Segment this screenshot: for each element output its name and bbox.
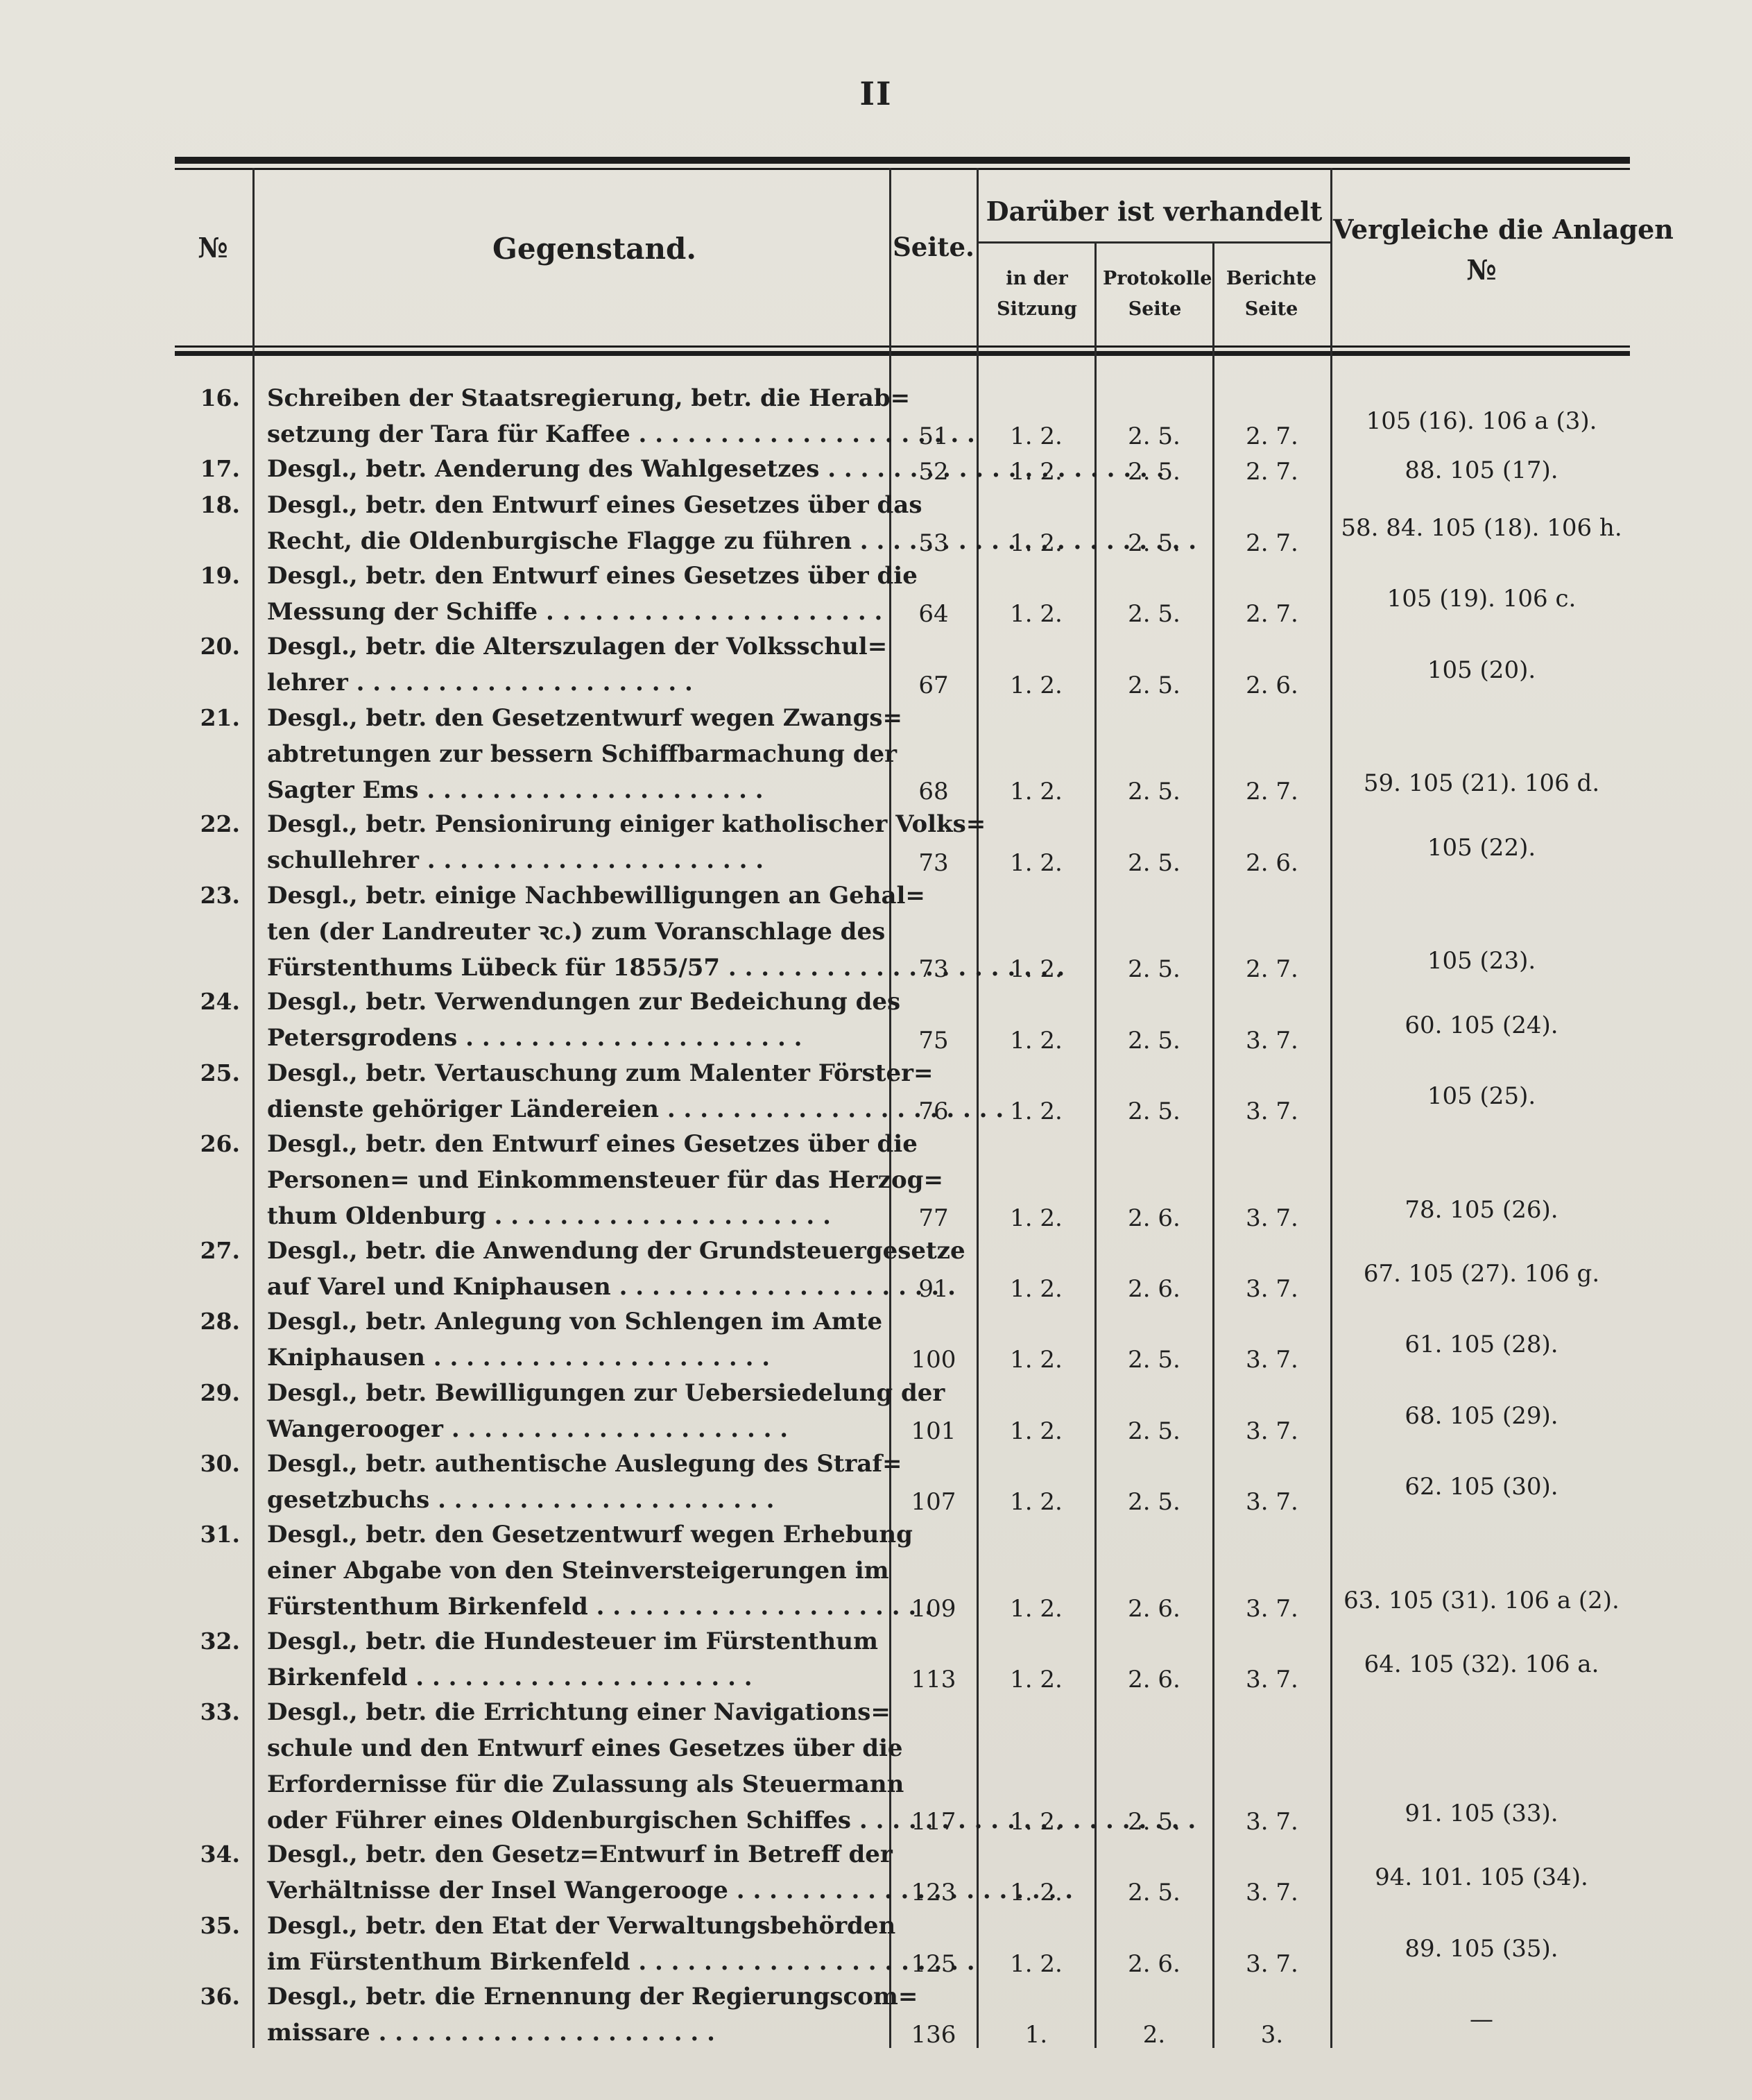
subject-line: auf Varel und Kniphausen . . <box>267 1269 855 1305</box>
reports-cell: 3. 7. <box>1246 1026 1298 1055</box>
subject-line: schule und den Entwurf eines Gesetzes über die <box>267 1734 903 1763</box>
row-subject <box>267 1517 913 1625</box>
protocols-cell: 2. 5. <box>1128 1488 1180 1517</box>
annex-cell: 59. 105 (21). 106 d. <box>1363 769 1600 798</box>
subject-line: Fürstenthums Lübeck für 1855/57 . . <box>267 950 855 986</box>
page-cell: 73 <box>918 848 949 877</box>
session-cell: 1. 2. <box>1010 671 1063 699</box>
dot-leader <box>429 1486 774 1514</box>
page-cell: 113 <box>911 1666 956 1694</box>
subject-line: Desgl., betr. den Entwurf eines Gesetzes über das <box>267 490 922 519</box>
row-number: 31. <box>200 1521 240 1548</box>
header-rule-thin <box>175 345 1630 348</box>
header-nr: № <box>198 232 228 264</box>
row-subject <box>267 451 855 487</box>
row-subject <box>267 629 888 701</box>
row-number: 33. <box>200 1698 240 1726</box>
page-cell: 107 <box>911 1488 956 1517</box>
annex-cell: 89. 105 (35). <box>1405 1934 1558 1963</box>
page-cell: 75 <box>918 1026 949 1055</box>
subject-line: missare . . <box>267 2015 855 2051</box>
page-cell: 68 <box>918 778 949 806</box>
session-cell: 1. 2. <box>1010 458 1063 486</box>
session-cell: 1. 2. <box>1010 955 1063 984</box>
reports-cell: 2. 7. <box>1246 529 1298 557</box>
reports-cell: 3. 7. <box>1246 1097 1298 1125</box>
table-row <box>0 878 1752 984</box>
page-cell: 73 <box>918 955 949 984</box>
annex-cell: 68. 105 (29). <box>1405 1401 1558 1430</box>
annex-cell: 62. 105 (30). <box>1405 1473 1558 1501</box>
row-number: 22. <box>200 810 240 838</box>
session-cell: 1. 2. <box>1010 1666 1063 1694</box>
table-row <box>0 1908 1752 1979</box>
subject-line: abtretungen zur bessern Schiffbarmachung der <box>267 740 898 768</box>
subject-line: Personen= und Einkommensteuer für das Herzog= <box>267 1166 943 1195</box>
table-row <box>0 1979 1752 2049</box>
table-row <box>0 1694 1752 1836</box>
table-row <box>0 629 1752 699</box>
row-number: 24. <box>200 988 240 1016</box>
dot-leader <box>418 776 763 804</box>
session-cell: 1. 2. <box>1010 1346 1063 1374</box>
row-subject <box>267 558 918 630</box>
subject-line: einer Abgabe von den Steinversteigerungen im <box>267 1557 889 1585</box>
row-subject <box>267 1446 902 1518</box>
row-number: 25. <box>200 1059 240 1086</box>
row-number: 20. <box>200 633 240 660</box>
header-subject: Gegenstand. <box>492 232 696 266</box>
session-cell: 1. 2. <box>1010 422 1063 451</box>
reports-cell: 2. 6. <box>1246 671 1298 699</box>
table-row <box>0 558 1752 629</box>
page-cell: 136 <box>911 2021 956 2049</box>
protocols-cell: 2. 6. <box>1128 1666 1180 1694</box>
row-number: 35. <box>200 1911 240 1939</box>
row-number: 19. <box>200 562 240 589</box>
reports-cell: 2. 7. <box>1246 422 1298 451</box>
protocols-cell: 2. 6. <box>1128 1274 1180 1303</box>
header-rule-thick <box>175 351 1630 356</box>
annex-cell: 105 (22). <box>1427 833 1536 862</box>
row-subject <box>267 1694 904 1838</box>
page-cell: 91 <box>918 1274 949 1303</box>
row-number: 29. <box>200 1378 240 1406</box>
annex-cell: — <box>1470 2006 1493 2034</box>
session-cell: 1. 2. <box>1010 1204 1063 1232</box>
row-subject <box>267 1979 918 2051</box>
subject-line: Fürstenthum Birkenfeld . . <box>267 1589 855 1625</box>
row-subject <box>267 1623 878 1696</box>
table-row <box>0 1055 1752 1126</box>
subject-line: Desgl., betr. Vertauschung zum Malenter Förster= <box>267 1059 934 1087</box>
row-number: 16. <box>200 384 240 411</box>
reports-cell: 3. 7. <box>1246 1417 1298 1445</box>
protocols-cell: 2. 5. <box>1128 848 1180 877</box>
annex-cell: 105 (23). <box>1427 947 1536 975</box>
reports-cell: 3. 7. <box>1246 1488 1298 1517</box>
row-number: 32. <box>200 1628 240 1655</box>
subject-line: Desgl., betr. Verwendungen zur Bedeichung des <box>267 988 901 1016</box>
protocols-cell: 2. 5. <box>1128 529 1180 557</box>
annex-cell: 61. 105 (28). <box>1405 1331 1558 1359</box>
subject-line: ten (der Landreuter ꝛc.) zum Voranschlage des <box>267 917 886 946</box>
header-compare-nr: № <box>1466 254 1497 287</box>
protocols-cell: 2. 5. <box>1128 1346 1180 1374</box>
annex-cell: 58. 84. 105 (18). 106 h. <box>1341 513 1622 542</box>
protocols-cell: 2. 5. <box>1128 778 1180 806</box>
page-cell: 67 <box>918 671 949 699</box>
row-number: 28. <box>200 1308 240 1335</box>
table-row <box>0 1836 1752 1907</box>
session-cell: 1. 2. <box>1010 1274 1063 1303</box>
subject-line: schullehrer . . <box>267 842 855 878</box>
subject-line: Desgl., betr. Aenderung des Wahlgesetzes . . <box>267 451 855 487</box>
subject-line: Desgl., betr. die Alterszulagen der Volksschul= <box>267 633 888 661</box>
subject-line: Desgl., betr. den Gesetzentwurf wegen Erhebung <box>267 1521 913 1549</box>
page-cell: 77 <box>918 1204 949 1232</box>
page-cell: 101 <box>911 1417 956 1445</box>
session-cell: 1. 2. <box>1010 1417 1063 1445</box>
reports-cell: 2. 6. <box>1246 848 1298 877</box>
protocols-cell: 2. 5. <box>1128 1097 1180 1125</box>
annex-cell: 64. 105 (32). 106 a. <box>1364 1650 1599 1679</box>
header-session: in der Sitzung <box>997 268 1077 320</box>
reports-cell: 3. 7. <box>1246 1879 1298 1907</box>
protocols-cell: 2. 5. <box>1128 1807 1180 1836</box>
session-cell: 1. 2. <box>1010 778 1063 806</box>
subject-line: Desgl., betr. den Etat der Verwaltungsbehörden <box>267 1911 896 1940</box>
row-number: 18. <box>200 490 240 518</box>
subject-line: thum Oldenburg . . <box>267 1198 855 1234</box>
page-number: II <box>859 75 893 112</box>
row-number: 27. <box>200 1236 240 1264</box>
annex-cell: 67. 105 (27). 106 g. <box>1363 1259 1600 1288</box>
subject-line: Kniphausen . . <box>267 1340 855 1376</box>
reports-cell: 3. <box>1260 2021 1284 2049</box>
row-subject <box>267 380 911 452</box>
subject-line: Desgl., betr. den Gesetz=Entwurf in Betreff der <box>267 1841 893 1869</box>
subject-line: setzung der Tara für Kaffee . . <box>267 416 855 452</box>
table-row <box>0 984 1752 1055</box>
annex-cell: 105 (16). 106 a (3). <box>1366 407 1597 436</box>
protocols-cell: 2. 6. <box>1128 1594 1180 1623</box>
row-subject <box>267 1836 893 1909</box>
protocols-cell: 2. <box>1142 2021 1166 2049</box>
protocols-cell: 2. 5. <box>1128 955 1180 984</box>
session-cell: 1. 2. <box>1010 600 1063 629</box>
subject-line: Desgl., betr. die Errichtung einer Navigations= <box>267 1698 891 1727</box>
annex-cell: 105 (20). <box>1427 656 1536 684</box>
dot-leader <box>370 2019 715 2047</box>
table-row <box>0 1233 1752 1304</box>
dot-leader <box>538 598 882 626</box>
subject-line: Petersgrodens . . <box>267 1020 855 1056</box>
subject-line: Sagter Ems . . <box>267 772 855 808</box>
page-cell: 100 <box>911 1346 956 1374</box>
table-row <box>0 1304 1752 1374</box>
reports-cell: 3. 7. <box>1246 1204 1298 1232</box>
subject-line: Desgl., betr. authentische Auslegung des Straf= <box>267 1450 902 1478</box>
subject-line: lehrer . . <box>267 665 855 701</box>
session-cell: 1. 2. <box>1010 848 1063 877</box>
subject-line: Birkenfeld . . <box>267 1659 855 1696</box>
reports-cell: 3. 7. <box>1246 1274 1298 1303</box>
header-negotiated: Darüber ist verhandelt <box>986 196 1323 227</box>
row-subject <box>267 984 901 1056</box>
annex-cell: 91. 105 (33). <box>1405 1799 1558 1827</box>
header-page: Seite. <box>893 232 974 262</box>
subject-line: Erfordernisse für die Zulassung als Steuermann <box>267 1770 904 1799</box>
table-row <box>0 487 1752 558</box>
dot-leader <box>486 1202 831 1230</box>
reports-cell: 3. 7. <box>1246 1807 1298 1836</box>
subject-line: Desgl., betr. Bewilligungen zur Uebersiedelung der <box>267 1378 945 1407</box>
subject-line: Desgl., betr. die Ernennung der Regierungscom= <box>267 1983 918 2011</box>
row-subject <box>267 700 902 808</box>
header-subrule <box>978 241 1330 244</box>
session-cell: 1. 2. <box>1010 1594 1063 1623</box>
row-subject <box>267 1908 896 1980</box>
subject-line: oder Führer eines Oldenburgischen Schiffes . . <box>267 1802 855 1838</box>
protocols-cell: 2. 5. <box>1128 458 1180 486</box>
table-row <box>0 1446 1752 1517</box>
subject-line: gesetzbuchs . . <box>267 1482 855 1518</box>
subject-line: Verhältnisse der Insel Wangerooge . . <box>267 1872 855 1909</box>
protocols-cell: 2. 5. <box>1128 671 1180 699</box>
subject-line: Desgl., betr. Anlegung von Schlengen im Amte <box>267 1308 883 1336</box>
reports-cell: 3. 7. <box>1246 1949 1298 1978</box>
annex-cell: 88. 105 (17). <box>1405 456 1558 485</box>
protocols-cell: 2. 5. <box>1128 1417 1180 1445</box>
table-row <box>0 1375 1752 1446</box>
row-number: 17. <box>200 455 240 483</box>
session-cell: 1. 2. <box>1010 1807 1063 1836</box>
subject-line: Schreiben der Staatsregierung, betr. die Herab= <box>267 384 911 412</box>
session-cell: 1. <box>1024 2021 1048 2049</box>
subject-line: dienste gehöriger Ländereien . . <box>267 1091 855 1127</box>
page-cell: 52 <box>918 458 949 486</box>
reports-cell: 3. 7. <box>1246 1594 1298 1623</box>
annex-cell: 94. 101. 105 (34). <box>1375 1863 1588 1892</box>
annex-cell: 60. 105 (24). <box>1405 1011 1558 1039</box>
dot-leader <box>407 1664 752 1691</box>
page-cell: 53 <box>918 529 949 557</box>
protocols-cell: 2. 5. <box>1128 422 1180 451</box>
table-row <box>0 451 1752 486</box>
subject-line: Desgl., betr. die Anwendung der Grundsteuergesetze <box>267 1236 965 1265</box>
dot-leader <box>457 1024 802 1052</box>
session-cell: 1. 2. <box>1010 529 1063 557</box>
page-cell: 117 <box>911 1807 956 1836</box>
subject-line: Desgl., betr. den Entwurf eines Gesetzes über die <box>267 562 918 590</box>
dot-leader <box>425 1344 770 1372</box>
subject-line: Desgl., betr. den Entwurf eines Gesetzes über die <box>267 1130 918 1159</box>
page-cell: 109 <box>911 1594 956 1623</box>
top-rule-thin <box>175 168 1630 170</box>
page-cell: 123 <box>911 1879 956 1907</box>
row-number: 30. <box>200 1450 240 1477</box>
table-row <box>0 1517 1752 1623</box>
subject-line: Desgl., betr. einige Nachbewilligungen an Gehal= <box>267 881 925 910</box>
reports-cell: 2. 7. <box>1246 600 1298 629</box>
protocols-cell: 2. 6. <box>1128 1204 1180 1232</box>
header-protocols: Protokolle Seite <box>1103 268 1212 320</box>
protocols-cell: 2. 5. <box>1128 1879 1180 1907</box>
row-subject <box>267 1304 883 1376</box>
reports-cell: 3. 7. <box>1246 1666 1298 1694</box>
protocols-cell: 2. 6. <box>1128 1949 1180 1978</box>
table-row <box>0 380 1752 451</box>
reports-cell: 2. 7. <box>1246 458 1298 486</box>
reports-cell: 2. 7. <box>1246 778 1298 806</box>
reports-cell: 2. 7. <box>1246 955 1298 984</box>
table-row <box>0 700 1752 807</box>
page-cell: 76 <box>918 1097 949 1125</box>
table-row <box>0 1126 1752 1233</box>
row-number: 34. <box>200 1841 240 1868</box>
dot-leader <box>588 1593 933 1621</box>
session-cell: 1. 2. <box>1010 1949 1063 1978</box>
row-number: 23. <box>200 881 240 909</box>
subject-line: im Fürstenthum Birkenfeld . . <box>267 1944 855 1980</box>
subject-line: Wangerooger . . <box>267 1411 855 1447</box>
session-cell: 1. 2. <box>1010 1097 1063 1125</box>
table-row <box>0 806 1752 877</box>
row-number: 21. <box>200 703 240 731</box>
dot-leader <box>419 846 764 874</box>
subject-line: Messung der Schiffe . . <box>267 594 855 630</box>
dot-leader <box>348 669 693 697</box>
row-number: 36. <box>200 1983 240 2010</box>
row-number: 26. <box>200 1130 240 1158</box>
page-cell: 125 <box>911 1949 956 1978</box>
session-cell: 1. 2. <box>1010 1488 1063 1517</box>
header-compare: Vergleiche die Anlagen <box>1333 214 1674 245</box>
annex-cell: 105 (19). 106 c. <box>1386 585 1577 613</box>
reports-cell: 3. 7. <box>1246 1346 1298 1374</box>
page-cell: 51 <box>918 422 949 451</box>
row-subject <box>267 878 925 986</box>
session-cell: 1. 2. <box>1010 1026 1063 1055</box>
table-row <box>0 1623 1752 1694</box>
annex-cell: 78. 105 (26). <box>1405 1195 1558 1224</box>
subject-line: Desgl., betr. Pensionirung einiger katholischer Volks= <box>267 810 986 839</box>
annex-cell: 105 (25). <box>1427 1082 1536 1110</box>
subject-line: Recht, die Oldenburgische Flagge zu führen . . <box>267 523 855 559</box>
session-cell: 1. 2. <box>1010 1879 1063 1907</box>
protocols-cell: 2. 5. <box>1128 600 1180 629</box>
row-subject <box>267 487 922 559</box>
dot-leader <box>443 1415 788 1443</box>
subject-line: Desgl., betr. den Gesetzentwurf wegen Zwangs= <box>267 703 902 732</box>
protocols-cell: 2. 5. <box>1128 1026 1180 1055</box>
annex-cell: 63. 105 (31). 106 a (2). <box>1343 1586 1620 1614</box>
page-cell: 64 <box>918 600 949 629</box>
top-rule-thick <box>175 157 1630 164</box>
subject-line: Desgl., betr. die Hundesteuer im Fürstenthum <box>267 1628 878 1655</box>
header-reports: Berichte Seite <box>1226 268 1317 320</box>
